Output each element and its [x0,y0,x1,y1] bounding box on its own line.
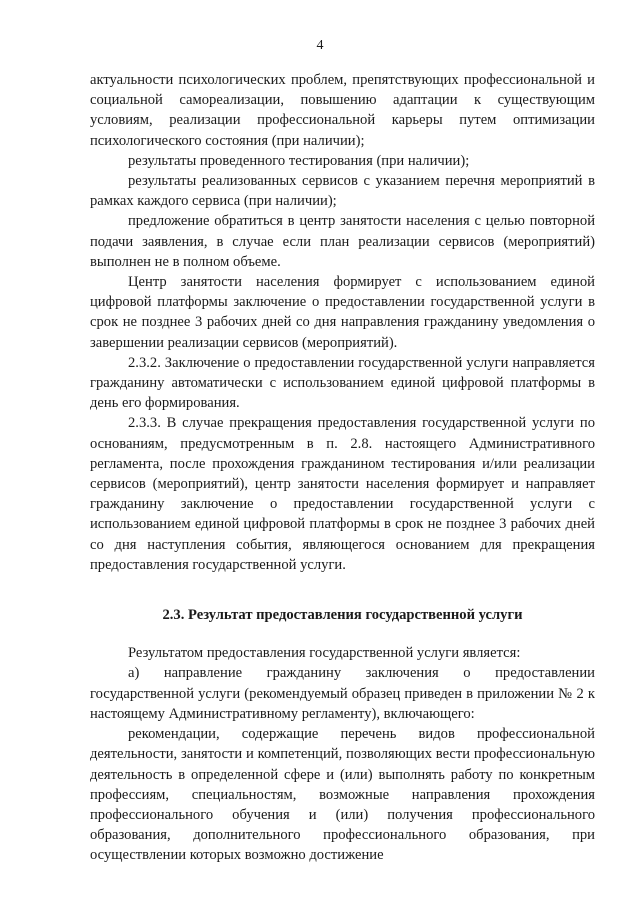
section-heading: 2.3. Результат предоставления государственной услуги [162,607,523,624]
paragraph-2-3-3: 2.3.3. В случае прекращения предоставления государственной услуги по основаниям, предусмотренным в п. 2.8. настоящего Административного регламента, после прохождения гражданином тестирования и/или реализации сервисов (мероприятий), центр занятости населения формирует и направляет гражданину заключение о предоставлении государственной услуги с использованием единой цифровой платформы в срок не позднее 3 рабочих дней со дня наступления события, являющегося основанием для прекращения предоставления государственной услуги. [90,415,595,573]
paragraph-item-a: а) направление гражданину заключения о предоставлении государственной услуги (рекомендуемый образец приведен в приложении № 2 к настоящему Административному регламенту), включающего: [90,665,595,722]
page-number: 4 [316,38,324,53]
paragraph-reapply-offer: предложение обратиться в центр занятости населения с целью повторной подачи заявления, в случае если план реализации сервисов (мероприятий) выполнен не в полном объеме. [90,213,595,270]
paragraph-recommendations: рекомендации, содержащие перечень видов профессиональной деятельности, занятости и компетенций, позволяющих вести профессиональную деятельность в определенной сфере и (или) выполнять работу по конкретным профессиям, специальностям, возможные направления прохождения профессионального обучения и (или) получения профессионального образования, дополнительного профессионального образования, при осуществлении которых возможно достижение [90,726,595,864]
paragraph-continuation: актуальности психологических проблем, препятствующих профессиональной и социальной самореализации, повышению адаптации к существующим условиям, реализации профессиональной карьеры путем оптимизации психологического состояния (при наличии); [90,72,595,149]
document-body [90,70,595,866]
paragraph-employment-center: Центр занятости населения формирует с использованием единой цифровой платформы заключение о предоставлении государственной услуги в срок не позднее 3 рабочих дней со дня направления гражданину уведомления о завершении реализации сервисов (мероприятий). [90,274,595,351]
paragraph-result-intro: Результатом предоставления государственной услуги является: [128,645,521,662]
paragraph-services-results: результаты реализованных сервисов с указанием перечня мероприятий в рамках каждого сервиса (при наличии); [90,173,595,210]
paragraph-testing-results: результаты проведенного тестирования (при наличии); [128,152,470,169]
paragraph-2-3-2: 2.3.2. Заключение о предоставлении государственной услуги направляется гражданину автоматически с использованием единой цифровой платформы в день его формирования. [90,354,595,412]
